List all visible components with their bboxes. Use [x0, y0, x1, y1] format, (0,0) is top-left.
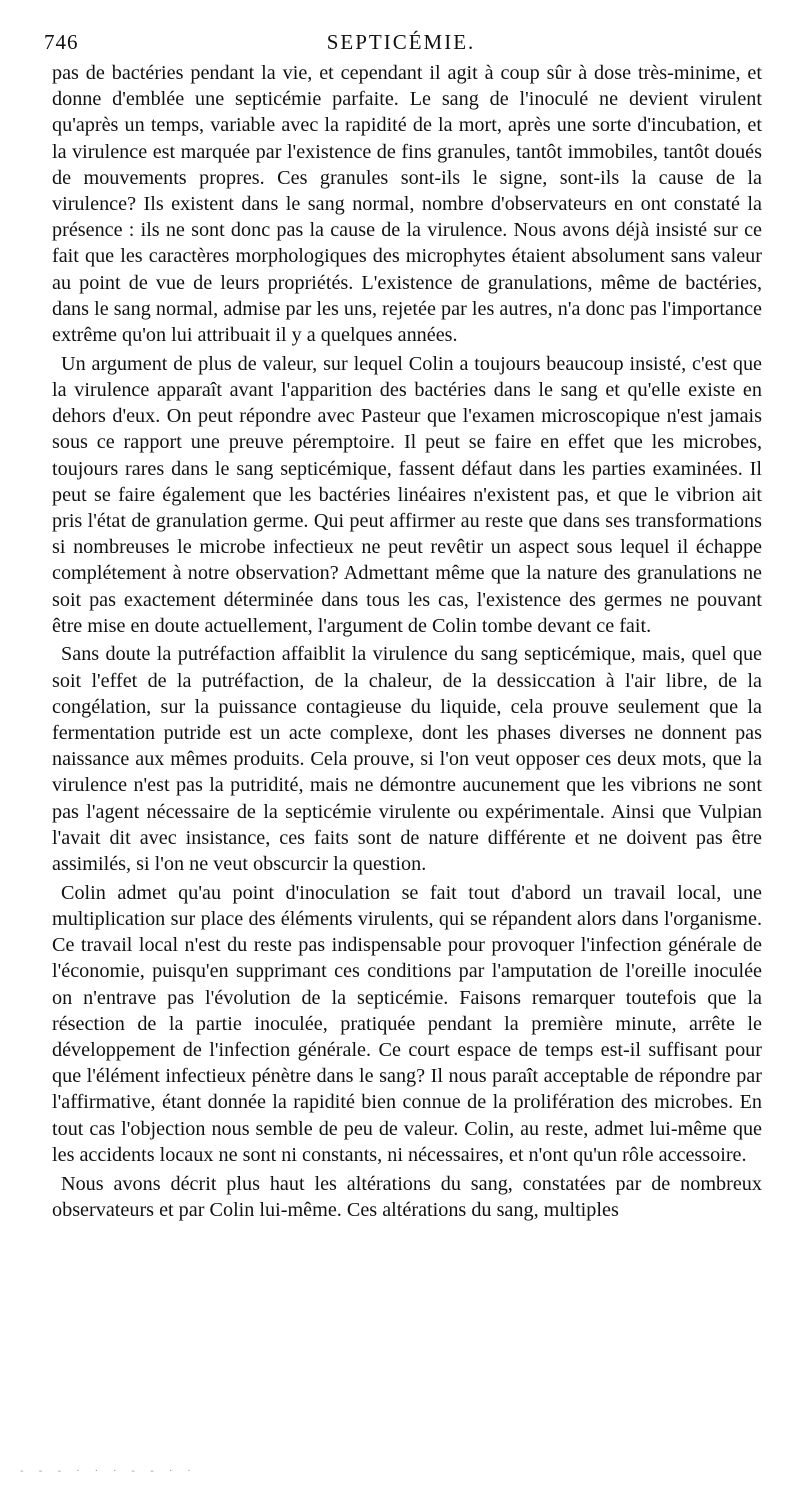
paragraph: Un argument de plus de valeur, sur lequel Colin a toujours beaucoup insisté, c'est que la virulence apparaît avant l'apparition des bactéries dans le sang et qu'elle existe en dehors d'eux. On peut répondre avec Pasteur que l'examen microscopique n'est jamais sous ce rapport une preuve péremptoire. Il peut se faire en effet que les microbes, toujours rares dans le sang septicémique, fassent défaut dans les parties examinées. Il peut se faire également que les bactéries linéaires n'existent pas, et que le vibrion ait pris l'état de granulation germe. Qui peut affirmer au reste que dans ses transformations si nombreuses le microbe infectieux ne peut revêtir un aspect sous lequel il échappe complétement à notre observation? Admettant même que la nature des granulations ne soit pas exactement déterminée dans tous les cas, l'existence des germes ne pouvant être mise en doute actuellement, l'argument de Colin tombe devant ce fait.: [52, 352, 762, 637]
paragraph: Nous avons décrit plus haut les altérations du sang, constatées par de nombreux observateurs et par Colin lui-même. Ces altérations du sang, multiples: [52, 1172, 762, 1221]
page-number: 746: [44, 30, 79, 54]
paragraph: Sans doute la putréfaction affaiblit la virulence du sang septicémique, mais, quel que soit l'effet de la putréfaction, de la chaleur, de la dessiccation à l'air libre, de la congélation, sur la puissance contagieuse du liquide, cela prouve seulement que la fermentation putride est un acte complexe, dont les phases diverses ne donnent pas naissance aux mêmes produits. Cela prouve, si l'on veut opposer ces deux mots, que la virulence n'est pas la putridité, mais ne démontre aucunement que les vibrions ne sont pas l'agent nécessaire de la septicémie virulente ou expérimentale. Ainsi que Vulpian l'avait dit avec insistance, ces faits sont de nature différente et ne doivent pas être assimilés, si l'on ne veut obscurcir la question.: [52, 643, 762, 876]
paragraph: pas de bactéries pendant la vie, et cependant il agit à coup sûr à dose très-minime, et donne d'emblée une septicémie parfaite. Le sang de l'inoculé ne devient virulent qu'après un temps, variable avec la rapidité de la mort, après une sorte d'incubation, et la virulence est marquée par l'existence de fins granules, tantôt immobiles, tantôt doués de mouvements propres. Ces granules sont-ils le signe, sont-ils la cause de la virulence? Ils existent dans le sang normal, nombre d'observateurs en ont constaté la présence : ils ne sont donc pas la cause de la virulence. Nous avons déjà insisté sur ce fait que les caractères morphologiques des microphytes étaient absolument sans valeur au point de vue de leurs propriétés. L'existence de granulations, même de bactéries, dans le sang normal, admise par les uns, rejetée par les autres, n'a donc pas l'importance extrême qu'on lui attribuait il y a quelques années.: [52, 62, 762, 347]
paragraph: Colin admet qu'au point d'inoculation se fait tout d'abord un travail local, une multiplication sur place des éléments virulents, qui se répandent alors dans l'organisme. Ce travail local n'est du reste pas indispensable pour provoquer l'infection générale de l'économie, puisqu'en supprimant ces conditions par l'amputation de l'oreille inoculée on n'entrave pas l'évolution de la septicémie. Faisons remarquer toutefois que la résection de la partie inoculée, pratiquée pendant la première minute, arrête le développement de l'infection générale. Ce court espace de temps est-il suffisant pour que l'élément infectieux pénètre dans le sang? Il nous paraît acceptable de répondre par l'affirmative, étant donnée la rapidité bien connue de la prolifération des microbes. En tout cas l'objection nous semble de peu de valeur. Colin, au reste, admet lui-même que les accidents locaux ne sont ni constants, ni nécessaires, et n'ont qu'un rôle accessoire.: [52, 881, 762, 1166]
scan-noise-marks: ‐ ‐ ‐ · · · ‐ ‐ · ·: [20, 1466, 197, 1477]
page-header: [44, 30, 758, 60]
running-title: SEPTICÉMIE.: [326, 30, 476, 54]
body-text: [52, 60, 762, 1225]
